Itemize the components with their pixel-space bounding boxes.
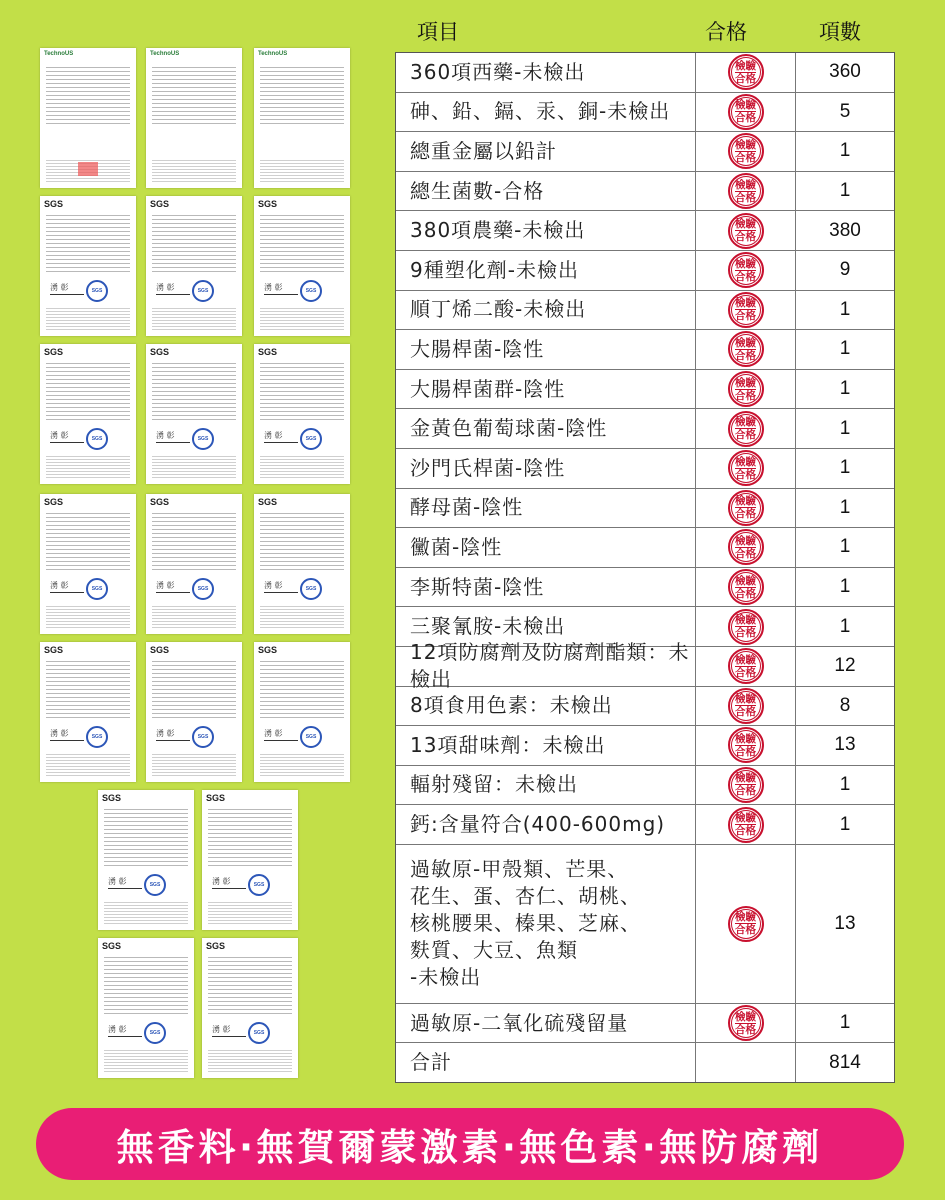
table-row	[396, 93, 894, 133]
report-thumbnail	[254, 344, 350, 484]
report-thumbnail	[98, 790, 194, 930]
row-pass-cell	[696, 766, 796, 805]
row-pass-cell	[696, 687, 796, 726]
report-thumbnail	[40, 494, 136, 634]
signature: 湧 彰	[156, 580, 190, 593]
signature: 湧 彰	[156, 728, 190, 741]
table-row	[396, 291, 894, 331]
report-thumbnail	[254, 494, 350, 634]
report-thumbnail	[146, 48, 242, 188]
table-row	[396, 251, 894, 291]
row-item: 380項農藥-未檢出	[396, 211, 696, 250]
pass-stamp-icon: 檢驗 合格	[728, 371, 764, 407]
pass-stamp-icon: 檢驗 合格	[728, 648, 764, 684]
row-pass-cell	[696, 132, 796, 171]
report-logo: SGS	[258, 497, 278, 507]
report-thumbnail	[146, 344, 242, 484]
total-label: 合計	[396, 1043, 696, 1082]
row-item: 大腸桿菌群-陰性	[396, 370, 696, 409]
pass-stamp-icon: 檢驗 合格	[728, 609, 764, 645]
test-results-table	[395, 52, 895, 1083]
row-count: 13	[834, 912, 856, 934]
report-logo: SGS	[258, 347, 278, 357]
pass-stamp-icon: 檢驗 合格	[728, 807, 764, 843]
table-row	[396, 640, 894, 692]
sgs-seal-icon: SGS	[300, 726, 322, 748]
row-count: 1	[839, 140, 851, 162]
row-item: 過敏原-甲殼類、芒果、 花生、蛋、杏仁、胡桃、 核桃腰果、榛果、芝麻、 麩質、大豆、魚類 -未檢出	[396, 845, 696, 1003]
pass-stamp-icon: 檢驗 合格	[728, 450, 764, 486]
row-item: 360項西藥-未檢出	[396, 53, 696, 92]
header-pass: 合格	[705, 20, 747, 44]
row-pass-cell	[696, 805, 796, 844]
pass-stamp-icon: 檢驗 合格	[728, 1005, 764, 1041]
row-item: 李斯特菌-陰性	[396, 568, 696, 607]
report-thumbnail	[146, 642, 242, 782]
table-row	[396, 845, 894, 1004]
row-count: 1	[839, 813, 851, 835]
report-logo: SGS	[44, 347, 64, 357]
table-row	[396, 1004, 894, 1044]
row-pass-cell	[696, 489, 796, 528]
signature: 湧 彰	[264, 728, 298, 741]
row-item: 8項食用色素：未檢出	[396, 687, 696, 726]
report-logo: SGS	[44, 497, 64, 507]
report-thumbnail	[98, 938, 194, 1078]
row-count: 1	[839, 378, 851, 400]
pass-stamp-icon: 檢驗 合格	[728, 331, 764, 367]
report-logo: SGS	[206, 941, 226, 951]
row-item: 總重金屬以鉛計	[396, 132, 696, 171]
row-pass-cell	[696, 1004, 796, 1043]
sgs-seal-icon: SGS	[192, 428, 214, 450]
report-thumbnail	[40, 196, 136, 336]
pass-stamp-icon: 檢驗 合格	[728, 94, 764, 130]
row-count: 1	[839, 338, 851, 360]
sgs-seal-icon: SGS	[144, 1022, 166, 1044]
report-logo: SGS	[206, 793, 226, 803]
report-logo: SGS	[44, 645, 64, 655]
table-row	[396, 805, 894, 845]
report-logo: SGS	[102, 793, 122, 803]
pass-stamp-icon: 檢驗 合格	[728, 411, 764, 447]
row-pass-cell	[696, 251, 796, 290]
row-pass-cell	[696, 568, 796, 607]
row-count: 1	[839, 1012, 851, 1034]
signature: 湧 彰	[108, 1024, 142, 1037]
pass-stamp-icon: 檢驗 合格	[728, 252, 764, 288]
table-row	[396, 330, 894, 370]
sgs-seal-icon: SGS	[86, 428, 108, 450]
report-thumbnail	[202, 790, 298, 930]
row-pass-cell	[696, 726, 796, 765]
pass-stamp-icon: 檢驗 合格	[728, 133, 764, 169]
row-pass-cell	[696, 647, 796, 686]
row-pass-cell	[696, 370, 796, 409]
signature: 湧 彰	[212, 1024, 246, 1037]
signature: 湧 彰	[108, 876, 142, 889]
report-logo: TechnoUS	[150, 51, 180, 57]
table-row	[396, 370, 894, 410]
row-count: 1	[839, 576, 851, 598]
signature: 湧 彰	[264, 430, 298, 443]
pass-stamp-icon: 檢驗 合格	[728, 767, 764, 803]
row-item: 酵母菌-陰性	[396, 489, 696, 528]
row-count: 1	[839, 180, 851, 202]
row-item: 沙門氏桿菌-陰性	[396, 449, 696, 488]
header-item: 項目	[417, 20, 459, 44]
row-item: 三聚氰胺-未檢出	[396, 607, 696, 646]
row-count: 9	[839, 259, 851, 281]
table-row	[396, 528, 894, 568]
sgs-seal-icon: SGS	[192, 578, 214, 600]
report-thumbnail	[146, 196, 242, 336]
row-count: 1	[839, 457, 851, 479]
report-thumbnail	[40, 344, 136, 484]
sgs-seal-icon: SGS	[86, 578, 108, 600]
row-pass-cell	[696, 409, 796, 448]
pass-stamp-icon: 檢驗 合格	[728, 906, 764, 942]
signature: 湧 彰	[50, 282, 84, 295]
claims-banner: 無香料‧無賀爾蒙激素‧無色素‧無防腐劑	[36, 1108, 904, 1180]
sgs-seal-icon: SGS	[144, 874, 166, 896]
row-item: 9種塑化劑-未檢出	[396, 251, 696, 290]
report-logo: SGS	[150, 497, 170, 507]
row-pass-cell	[696, 93, 796, 132]
table-header	[395, 8, 895, 48]
row-count: 1	[839, 615, 851, 637]
table-row	[396, 211, 894, 251]
row-item: 砷、鉛、鎘、汞、銅-未檢出	[396, 93, 696, 132]
test-report-gallery	[0, 0, 370, 1100]
table-row	[396, 766, 894, 806]
row-pass-cell	[696, 53, 796, 92]
pass-stamp-icon: 檢驗 合格	[728, 727, 764, 763]
row-count: 1	[839, 773, 851, 795]
row-pass-cell	[696, 330, 796, 369]
row-pass-cell	[696, 845, 796, 1003]
pass-stamp-icon: 檢驗 合格	[728, 688, 764, 724]
sgs-seal-icon: SGS	[248, 874, 270, 896]
row-pass-cell	[696, 172, 796, 211]
sgs-seal-icon: SGS	[248, 1022, 270, 1044]
table-row	[396, 172, 894, 212]
row-count: 1	[839, 417, 851, 439]
table-row	[396, 409, 894, 449]
signature: 湧 彰	[264, 282, 298, 295]
pass-stamp-icon: 檢驗 合格	[728, 490, 764, 526]
pass-stamp-icon: 檢驗 合格	[728, 54, 764, 90]
report-logo: SGS	[150, 645, 170, 655]
report-thumbnail	[254, 48, 350, 188]
pass-stamp-icon: 檢驗 合格	[728, 292, 764, 328]
row-count: 13	[834, 734, 856, 756]
report-logo: TechnoUS	[44, 51, 74, 57]
table-row	[396, 726, 894, 766]
sgs-seal-icon: SGS	[192, 726, 214, 748]
sgs-seal-icon: SGS	[192, 280, 214, 302]
row-count: 360	[829, 61, 861, 83]
table-row	[396, 568, 894, 608]
signature: 湧 彰	[264, 580, 298, 593]
signature: 湧 彰	[156, 282, 190, 295]
row-item: 大腸桿菌-陰性	[396, 330, 696, 369]
sgs-seal-icon: SGS	[86, 726, 108, 748]
signature: 湧 彰	[156, 430, 190, 443]
row-item: 13項甜味劑：未檢出	[396, 726, 696, 765]
pass-stamp-icon: 檢驗 合格	[728, 569, 764, 605]
row-item: 鈣:含量符合(400-600mg)	[396, 805, 696, 844]
table-row	[396, 53, 894, 93]
row-item: 金黃色葡萄球菌-陰性	[396, 409, 696, 448]
report-thumbnail	[254, 642, 350, 782]
row-pass-cell	[696, 291, 796, 330]
signature: 湧 彰	[50, 728, 84, 741]
report-logo: SGS	[150, 199, 170, 209]
table-row	[396, 132, 894, 172]
signature: 湧 彰	[212, 876, 246, 889]
row-count: 8	[839, 694, 851, 716]
row-count: 380	[829, 219, 861, 241]
report-thumbnail	[202, 938, 298, 1078]
sgs-seal-icon: SGS	[86, 280, 108, 302]
row-pass-cell	[696, 449, 796, 488]
report-thumbnail	[254, 196, 350, 336]
header-count: 項數	[819, 20, 861, 44]
row-pass-cell	[696, 607, 796, 646]
report-logo: SGS	[258, 645, 278, 655]
report-logo: TechnoUS	[258, 51, 288, 57]
signature: 湧 彰	[50, 580, 84, 593]
report-thumbnail	[40, 642, 136, 782]
sgs-seal-icon: SGS	[300, 280, 322, 302]
row-item: 黴菌-陰性	[396, 528, 696, 567]
row-count: 12	[834, 655, 856, 677]
table-row	[396, 687, 894, 727]
table-row	[396, 489, 894, 529]
total-row	[396, 1043, 894, 1082]
total-pass-cell	[696, 1043, 796, 1082]
row-count: 1	[839, 496, 851, 518]
row-item: 輻射殘留：未檢出	[396, 766, 696, 805]
report-thumbnail	[146, 494, 242, 634]
row-count: 5	[839, 100, 851, 122]
signature: 湧 彰	[50, 430, 84, 443]
report-thumbnail	[40, 48, 136, 188]
row-item: 過敏原-二氧化硫殘留量	[396, 1004, 696, 1043]
row-item: 順丁烯二酸-未檢出	[396, 291, 696, 330]
row-pass-cell	[696, 528, 796, 567]
sgs-seal-icon: SGS	[300, 428, 322, 450]
table-row	[396, 449, 894, 489]
pass-stamp-icon: 檢驗 合格	[728, 173, 764, 209]
report-logo: SGS	[44, 199, 64, 209]
row-item: 12項防腐劑及防腐劑酯類：未檢出	[396, 647, 696, 686]
total-count: 814	[829, 1051, 861, 1073]
row-count: 1	[839, 536, 851, 558]
pass-stamp-icon: 檢驗 合格	[728, 213, 764, 249]
sgs-seal-icon: SGS	[300, 578, 322, 600]
report-logo: SGS	[258, 199, 278, 209]
row-count: 1	[839, 298, 851, 320]
report-logo: SGS	[150, 347, 170, 357]
row-item: 總生菌數-合格	[396, 172, 696, 211]
report-logo: SGS	[102, 941, 122, 951]
pass-stamp-icon: 檢驗 合格	[728, 529, 764, 565]
row-pass-cell	[696, 211, 796, 250]
